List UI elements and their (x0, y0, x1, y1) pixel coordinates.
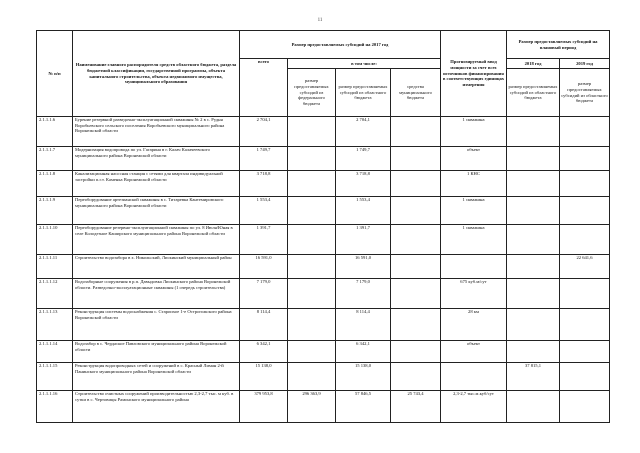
row-2018 (507, 171, 560, 197)
row-id: 2.1.1.1.16 (37, 391, 73, 423)
row-2019 (560, 117, 610, 147)
row-federal (288, 147, 336, 171)
row-name: Водозаборные сооружения в р.п. Давыдовка Лискинского района Воронежской области. Разведочно-эксплуатационные скважины (1 очередь строительства) (73, 279, 240, 309)
header-2018: 2018 год (507, 59, 560, 69)
row-capacity: 1 скважина (441, 117, 507, 147)
row-id: 2.1.1.1.15 (37, 363, 73, 391)
row-regional: 2 704,1 (336, 117, 391, 147)
header-federal: размер предоставляемых субсидий из федерального бюджета (288, 69, 336, 117)
row-federal (288, 225, 336, 255)
row-regional: 57 846,5 (336, 391, 391, 423)
header-total: всего (240, 59, 288, 117)
row-capacity (441, 363, 507, 391)
row-2018 (507, 117, 560, 147)
row-municipal (391, 117, 441, 147)
header-plan: Размер предоставляемых субсидий на плановый период (507, 31, 610, 59)
row-name: Реконструкция водопроводных сетей и сооружений в с. Красный Лиман 2-й Панинского муниципального района Воронежской области (73, 363, 240, 391)
row-total: 1 749,7 (240, 147, 288, 171)
row-capacity: объект (441, 147, 507, 171)
row-capacity: объект (441, 341, 507, 363)
header-including: в том числе: (288, 59, 441, 69)
table-row (37, 255, 610, 279)
row-2019 (560, 391, 610, 423)
table-row (37, 391, 610, 423)
row-name: Реконструкция системы водоснабжения с. Староихое 1-е Острогожского района Воронежской области (73, 309, 240, 341)
row-municipal (391, 225, 441, 255)
row-municipal: 25 743,4 (391, 391, 441, 423)
row-federal (288, 117, 336, 147)
row-name: Бурение резервной разведочно-эксплуатационной скважины № 2 в с. Рудня Воробьевского сельского поселения Воробьевского муниципального района Воронежской области (73, 117, 240, 147)
row-federal (288, 279, 336, 309)
row-regional: 3 718,8 (336, 171, 391, 197)
row-total: 1 553,4 (240, 197, 288, 225)
row-municipal (391, 255, 441, 279)
page-number: 11 (317, 18, 323, 23)
row-federal (288, 341, 336, 363)
table-row (37, 117, 610, 147)
row-regional: 7 179,0 (336, 279, 391, 309)
row-id: 2.1.1.1.8 (37, 171, 73, 197)
row-2018 (507, 225, 560, 255)
table-row (37, 171, 610, 197)
row-federal (288, 197, 336, 225)
row-regional: 15 138,0 (336, 363, 391, 391)
row-federal: 296 363,9 (288, 391, 336, 423)
row-2018 (507, 309, 560, 341)
row-2019 (560, 341, 610, 363)
row-municipal (391, 197, 441, 225)
row-regional: 16 591,0 (336, 255, 391, 279)
row-regional: 8 114,4 (336, 309, 391, 341)
row-total: 379 953,8 (240, 391, 288, 423)
row-capacity: 1 КНС (441, 171, 507, 197)
row-2018 (507, 147, 560, 171)
table-row (37, 225, 610, 255)
table-row (37, 363, 610, 391)
row-id: 2.1.1.1.12 (37, 279, 73, 309)
table-row (37, 197, 610, 225)
row-municipal (391, 171, 441, 197)
row-2018 (507, 197, 560, 225)
header-2019: 2019 год (560, 59, 610, 69)
row-capacity: 28 км (441, 309, 507, 341)
row-total: 3 718,8 (240, 171, 288, 197)
row-2019: 22 641,6 (560, 255, 610, 279)
row-2019 (560, 171, 610, 197)
row-id: 2.1.1.1.7 (37, 147, 73, 171)
row-2019 (560, 147, 610, 171)
row-municipal (391, 309, 441, 341)
row-name: Переоборудование резервно-эксплуатационной скважины по ул. 8 Июля/Юная в селе Колодезное Каширского муниципального района Воронежской области (73, 225, 240, 255)
header-capacity: Прогнозируемый ввод мощности за счет всех источников финансирования в соответствующих единицах измерения (441, 31, 507, 117)
row-name: Строительство очистных сооружений производительностью 2,3-2,7 тыс. м куб. в сутки в с. Чертовицы Рамонского муниципального района (73, 391, 240, 423)
row-regional: 1 553,4 (336, 197, 391, 225)
row-federal (288, 309, 336, 341)
row-federal (288, 363, 336, 391)
row-id: 2.1.1.1.6 (37, 117, 73, 147)
header-num: № п/п (37, 31, 73, 117)
row-id: 2.1.1.1.11 (37, 255, 73, 279)
row-capacity: 1 скважина (441, 225, 507, 255)
subsidy-table (36, 30, 610, 423)
row-capacity: 2,3-2,7 тыс.м.куб/сут (441, 391, 507, 423)
row-2018 (507, 279, 560, 309)
row-capacity (441, 255, 507, 279)
row-id: 2.1.1.1.14 (37, 341, 73, 363)
row-id: 2.1.1.1.9 (37, 197, 73, 225)
row-2018 (507, 341, 560, 363)
row-municipal (391, 279, 441, 309)
table-row (37, 309, 610, 341)
row-name: Модернизация водопровода по ул. Гагарина в г. Калач Калачеевского муниципального района Воронежской области (73, 147, 240, 171)
row-2019 (560, 225, 610, 255)
row-id: 2.1.1.1.13 (37, 309, 73, 341)
row-capacity: 675 куб.м/сут (441, 279, 507, 309)
row-2019 (560, 197, 610, 225)
header-regional: размер предоставляемых субсидий из областного бюджета (336, 69, 391, 117)
row-2019 (560, 363, 610, 391)
row-total: 7 179,0 (240, 279, 288, 309)
header-subsidy-2017: Размер предоставляемых субсидий на 2017 год (240, 31, 441, 59)
row-2019 (560, 309, 610, 341)
table-row (37, 279, 610, 309)
row-name: Строительство водозабора в х. Никольский, Лискинский муниципальный район (73, 255, 240, 279)
header-name: Наименование главного распорядителя средств областного бюджета, раздела бюджетной классификации, государственной программы, объекта капитального строительства, объекта недвижимого имущества, муниципального образования (73, 31, 240, 117)
row-municipal (391, 341, 441, 363)
row-total: 15 138,0 (240, 363, 288, 391)
row-regional: 6 342,1 (336, 341, 391, 363)
table-row (37, 341, 610, 363)
header-municipal: средства муниципального бюджета (391, 69, 441, 117)
row-municipal (391, 147, 441, 171)
row-2018: 37 815,1 (507, 363, 560, 391)
row-2018 (507, 255, 560, 279)
row-id: 2.1.1.1.10 (37, 225, 73, 255)
row-regional: 1 749,7 (336, 147, 391, 171)
row-total: 16 591,0 (240, 255, 288, 279)
row-municipal (391, 363, 441, 391)
row-name: Канализационная насосная станция с сетями для квартала индивидуальной застройки п.г.т. Каменка Воронежской области (73, 171, 240, 197)
table-row (37, 147, 610, 171)
row-federal (288, 255, 336, 279)
row-capacity: 1 скважина (441, 197, 507, 225)
row-name: Водозабор в с. Чердаское Павловского муниципального района Воронежской области (73, 341, 240, 363)
row-total: 8 114,4 (240, 309, 288, 341)
header-2018-sub: размер предоставляемых субсидий из областного бюджета (507, 69, 560, 117)
row-2018 (507, 391, 560, 423)
row-regional: 1 391,7 (336, 225, 391, 255)
row-total: 1 391,7 (240, 225, 288, 255)
row-2019 (560, 279, 610, 309)
row-federal (288, 171, 336, 197)
header-2019-sub: размер предоставляемых субсидий из областного бюджета (560, 69, 610, 117)
row-name: Переоборудование артезианской скважины в с. Титаревка Кантемировского муниципального района Воронежской области (73, 197, 240, 225)
row-total: 6 342,1 (240, 341, 288, 363)
row-total: 2 704,1 (240, 117, 288, 147)
